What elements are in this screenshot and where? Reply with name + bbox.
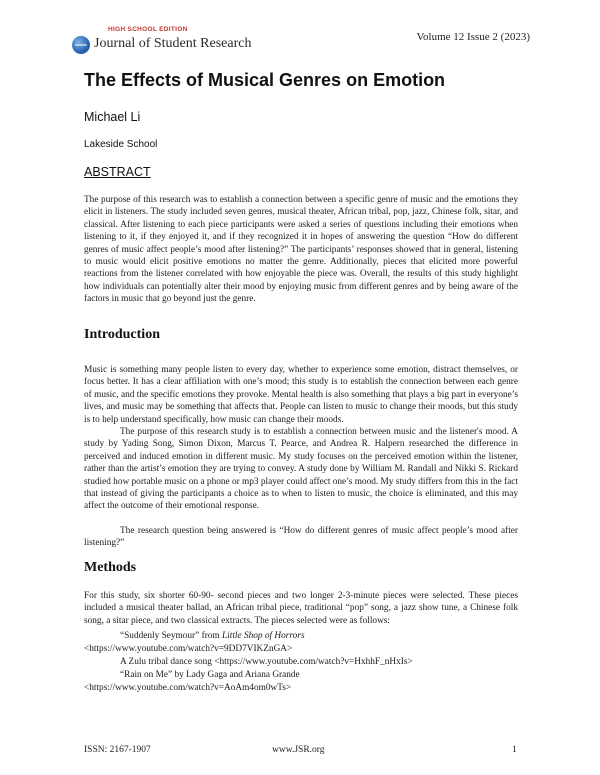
methods-heading: Methods [84,560,137,575]
abstract-heading: ABSTRACT [84,165,151,179]
footer-page-number: 1 [512,745,517,755]
introduction-paragraph-2: The purpose of this research study is to establish a connection between music and the listener's mood. A study by Yading Song, Simon Dixon, Marcus T. Pearce, and Andrea R. Halpern researched the difference in perceived and induced emotion in different music. My study focuses on the perceived emotion within the listener, rather than the artist’s emotion they are trying to convey. A study done by William M. Randall and Nikki S. Rickard studied how portable music on a phone or mp3 player could affect one’s mood. My study differs from this in the fact that instead of giving the participants a choice as to when to listen to music, the choice is eliminated, and this may affect the outcome of their emotional response. [84,427,518,512]
volume-issue: Volume 12 Issue 2 (2023) [416,31,530,43]
introduction-paragraph-3: The research question being answered is “How do different genres of music affect people’s mood after listening?” [84,526,518,549]
abstract-text: The purpose of this research was to establish a connection between a specific genre of music and the emotions they elicit in listeners. The study included seven genres, musical theater, African tribal, pop, jazz, Chinese folk, sitar, and classical. After listening to each piece participants were asked a series of questions including their emotions when listening to it, if they enjoyed it, and if they recognized it in hopes of answering the question “How do different genres of music affect people’s mood after listening?” The participants’ responses showed that in general, listening to music would elicit positive emotions no matter the genre. Additionally, pieces that elicited more powerful reactions from the listener correlated with how enjoyable the piece was. Overall, the results of this study highlight how individuals can potentially alter their mood by enjoying music from different genres and by being aware of the factors in music that go beyond just the genre. [84,195,518,305]
globe-icon [72,36,90,54]
author-affiliation: Lakeside School [84,139,158,150]
journal-logo [72,26,252,58]
introduction-heading: Introduction [84,327,160,342]
footer-issn: ISSN: 2167-1907 [84,745,151,755]
piece-2-title: A Zulu tribal dance song <https://www.youtube.com/watch?v=HxhhF_nHxIs> [120,657,413,667]
introduction-paragraph-1: Music is something many people listen to every day, whether to experience some emotion, distract themselves, or focus better. It has a clear affiliation with one’s mood; this study is to establish the connection between each genre of music, and the specific emotions they provoke. Mental health is also something that plays a big part in everyone’s lives, and music may be something that affects that. People can listen to music to change their moods, but this study is to help understand specifically, how music can change their moods. [84,365,518,425]
author-name: Michael Li [84,110,141,124]
footer-website[interactable]: www.JSR.org [272,745,325,755]
piece-1-source: Little Shop of Horrors [222,631,305,641]
piece-3-url[interactable]: <https://www.youtube.com/watch?v=AoAm4om0wTs> [84,683,292,693]
logo-journal-name: Journal of Student Research [94,36,252,51]
piece-2-url[interactable]: <https://www.youtube.com/watch?v=HxhhF_nHxIs> [214,657,413,667]
paper-title: The Effects of Musical Genres on Emotion [84,70,446,90]
piece-1-url[interactable]: <https://www.youtube.com/watch?v=9DD7VIKZnGA> [84,644,293,654]
piece-1-title: “Suddenly Seymour” from Little Shop of Horrors [120,631,305,641]
logo-edition-label: HIGH SCHOOL EDITION [108,26,188,33]
methods-paragraph-1: For this study, six shorter 60-90- second pieces and two longer 2-3-minute pieces were selected. These pieces included a musical theater ballad, an African tribal piece, traditional “pop” song, a jazz show tune, a Chinese folk song, a sitar piece, and two classical extracts. The pieces selected were as follows: [84,591,518,626]
piece-3-title: “Rain on Me” by Lady Gaga and Ariana Grande [120,670,300,680]
